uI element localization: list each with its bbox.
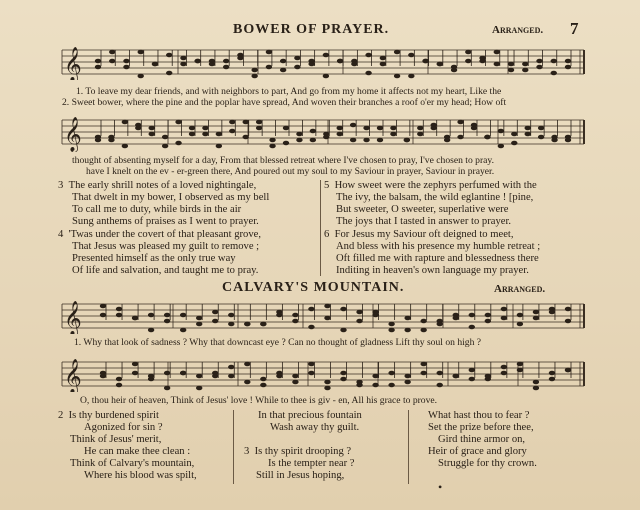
note-head — [377, 138, 383, 143]
note-head — [337, 59, 343, 64]
note-head — [292, 319, 298, 324]
note-head — [388, 322, 394, 327]
note-head — [549, 371, 555, 376]
note-head — [196, 374, 202, 379]
note-head — [533, 386, 539, 391]
note-head — [212, 310, 218, 315]
note-head — [164, 313, 170, 318]
note-head — [337, 132, 343, 137]
note-head — [471, 126, 477, 131]
note-head — [138, 50, 144, 55]
note-head — [223, 65, 229, 70]
note-head — [243, 135, 249, 140]
note-head — [162, 144, 168, 149]
note-head — [194, 59, 200, 64]
note-head — [551, 71, 557, 76]
note-head — [501, 365, 507, 370]
note-head — [164, 386, 170, 391]
note-head — [372, 383, 378, 388]
note-head — [149, 132, 155, 137]
hymn1-verse-5: 5 How sweet were the zephyrs perfumed with the The ivy, the balsam, the wild eglantine ! [pine, But sweeter, O sweeter, superlative were The joys that I tasted in answer to prayer. — [324, 180, 537, 227]
note-head — [538, 126, 544, 131]
note-head — [508, 62, 514, 67]
note-head — [292, 380, 298, 385]
note-head — [100, 304, 106, 309]
hymn2-verse-2-cont: In that precious fountain Wash away thy guilt. — [258, 410, 362, 433]
note-head — [390, 132, 396, 137]
note-head — [212, 371, 218, 376]
note-head — [390, 126, 396, 131]
hymn1-verse-4: 4 'Twas under the covert of that pleasant grove, That Jesus was pleased my guilt to remove ; Presented himself as the only true way Of life and salvation, and taught me to pray. — [58, 229, 261, 276]
note-head — [212, 319, 218, 324]
note-head — [350, 138, 356, 143]
note-head — [116, 307, 122, 312]
note-head — [417, 132, 423, 137]
note-head — [356, 383, 362, 388]
note-head — [323, 74, 329, 79]
note-head — [420, 328, 426, 333]
note-head — [251, 74, 257, 79]
note-head — [132, 316, 138, 321]
note-head — [404, 328, 410, 333]
note-head — [494, 62, 500, 67]
note-head — [100, 313, 106, 318]
note-head — [565, 368, 571, 373]
note-head — [324, 304, 330, 309]
note-head — [209, 59, 215, 64]
note-head — [228, 322, 234, 327]
note-head — [228, 313, 234, 318]
note-head — [266, 50, 272, 55]
note-head — [256, 126, 262, 131]
note-head — [380, 62, 386, 67]
note-head — [453, 374, 459, 379]
note-head — [549, 310, 555, 315]
note-head — [522, 62, 528, 67]
note-head — [485, 319, 491, 324]
note-head — [484, 135, 490, 140]
note-head — [565, 138, 571, 143]
note-head — [308, 362, 314, 367]
note-head — [283, 126, 289, 131]
note-head — [457, 120, 463, 125]
note-head — [324, 380, 330, 385]
note-head — [365, 71, 371, 76]
note-head — [444, 138, 450, 143]
note-head — [451, 68, 457, 73]
note-head — [511, 141, 517, 146]
note-head — [365, 53, 371, 58]
note-head — [180, 56, 186, 61]
note-head — [276, 371, 282, 376]
note-head — [508, 68, 514, 73]
note-head — [340, 307, 346, 312]
note-head — [229, 129, 235, 134]
note-head — [132, 371, 138, 376]
note-head — [244, 362, 250, 367]
hymn1-title: BOWER OF PRAYER. — [233, 22, 390, 37]
note-head — [388, 371, 394, 376]
hymn2-lyrics-2: O, thou heir of heaven, Think of Jesus' love ! While to thee is giv - en, All his grace to prove. — [80, 395, 438, 406]
note-head — [251, 68, 257, 73]
note-head — [420, 319, 426, 324]
hymn1-verse-6: 6 For Jesus my Saviour oft deigned to meet, And bless with his presence my humble retreat ; Oft filled me with rapture and blessedness there Inditing in heaven's own language my prayer. — [324, 229, 541, 276]
note-head — [122, 144, 128, 149]
note-head — [363, 138, 369, 143]
note-head — [148, 328, 154, 333]
note-head — [308, 307, 314, 312]
note-head — [465, 50, 471, 55]
verse-divider — [320, 180, 321, 276]
note-head — [116, 313, 122, 318]
note-head — [404, 380, 410, 385]
note-head — [138, 74, 144, 79]
note-head — [485, 313, 491, 318]
note-head — [180, 328, 186, 333]
note-head — [266, 65, 272, 70]
music-staff-2 — [58, 112, 588, 152]
note-head — [469, 377, 475, 382]
note-head — [132, 362, 138, 367]
note-head — [216, 132, 222, 137]
note-head — [372, 313, 378, 318]
verse-divider — [408, 410, 409, 484]
note-head — [166, 53, 172, 58]
note-head — [498, 144, 504, 149]
hymn2-title: CALVARY'S MOUNTAIN. — [222, 280, 405, 295]
note-head — [152, 62, 158, 67]
note-head — [565, 307, 571, 312]
note-head — [404, 316, 410, 321]
note-head — [296, 138, 302, 143]
note-head — [116, 383, 122, 388]
note-head — [565, 319, 571, 324]
note-head — [377, 126, 383, 131]
note-head — [422, 59, 428, 64]
note-head — [501, 371, 507, 376]
note-head — [310, 138, 316, 143]
note-head — [394, 74, 400, 79]
note-head — [202, 126, 208, 131]
hymn1-lyrics-1: 1. To leave my dear friends, and with neighbors to part, And go from my home it affects not my heart, Like the — [76, 86, 502, 97]
note-head — [479, 56, 485, 61]
note-head — [123, 65, 129, 70]
note-head — [517, 368, 523, 373]
note-head — [276, 313, 282, 318]
note-head — [420, 371, 426, 376]
note-head — [149, 126, 155, 131]
note-head — [536, 59, 542, 64]
note-head — [202, 132, 208, 137]
note-head — [323, 53, 329, 58]
note-head — [308, 325, 314, 330]
note-head — [95, 65, 101, 70]
note-head — [310, 129, 316, 134]
hymn1-lyrics-2: 2. Sweet bower, where the pine and the poplar have spread, And woven their branches a roof o'er my head; How oft — [62, 97, 507, 108]
note-head — [175, 141, 181, 146]
note-head — [109, 59, 115, 64]
note-head — [269, 138, 275, 143]
note-head — [135, 126, 141, 131]
note-head — [372, 374, 378, 379]
hymn1-lyrics-4: have I knelt on the ev - er-green there, And poured out my soul to my Saviour in prayer, Saviour in prayer. — [86, 166, 495, 177]
note-head — [260, 383, 266, 388]
music-staff-3 — [58, 298, 588, 334]
hymn2-verse-3: 3 Is thy spirit drooping ? Is the tempter near ? Still in Jesus hoping, — [244, 446, 355, 481]
note-head — [244, 322, 250, 327]
note-head — [501, 316, 507, 321]
note-head — [351, 62, 357, 67]
note-head — [501, 307, 507, 312]
note-head — [394, 50, 400, 55]
note-head — [517, 322, 523, 327]
note-head — [180, 62, 186, 67]
note-head — [388, 328, 394, 333]
note-head — [162, 135, 168, 140]
note-head — [408, 53, 414, 58]
note-head — [340, 377, 346, 382]
note-head — [294, 65, 300, 70]
note-head — [340, 328, 346, 333]
note-head — [388, 383, 394, 388]
note-head — [280, 59, 286, 64]
hymn1-verse-3: 3 The early shrill notes of a loved nightingale, That dwelt in my bower, I observed as my bell To call me to duty, while birds in the air Sung anthems of praises as I went to prayer. — [58, 180, 270, 227]
note-head — [196, 316, 202, 321]
page-number: 7 — [570, 19, 579, 38]
note-head — [340, 371, 346, 376]
note-head — [292, 374, 298, 379]
note-head — [308, 59, 314, 64]
note-head — [350, 123, 356, 128]
note-head — [525, 132, 531, 137]
note-head — [494, 50, 500, 55]
note-head — [517, 313, 523, 318]
note-head — [294, 56, 300, 61]
note-head — [229, 120, 235, 125]
note-head — [260, 322, 266, 327]
note-head — [243, 120, 249, 125]
note-head — [324, 386, 330, 391]
hymn1-lyrics-3: thought of absenting myself for a day, From that blessed retreat where I've chosen to pray, I've chosen to pray. — [72, 155, 494, 166]
note-head — [244, 380, 250, 385]
hymn2-lyrics-1: 1. Why that look of sadness ? Why that downcast eye ? Can no thought of gladness Lift thy soul on high ? — [74, 337, 482, 348]
music-staff-1 — [58, 44, 588, 80]
note-head — [123, 59, 129, 64]
note-head — [180, 371, 186, 376]
note-head — [180, 313, 186, 318]
note-head — [437, 319, 443, 324]
note-head — [511, 132, 517, 137]
note-head — [337, 126, 343, 131]
note-head — [237, 56, 243, 61]
note-head — [469, 313, 475, 318]
note-head — [538, 135, 544, 140]
note-head — [280, 68, 286, 73]
note-head — [525, 126, 531, 131]
note-head — [533, 380, 539, 385]
note-head — [228, 374, 234, 379]
note-head — [148, 374, 154, 379]
note-head — [533, 316, 539, 321]
note-head — [269, 144, 275, 149]
treble-clef-icon: 𝄞 — [64, 360, 82, 392]
note-head — [175, 120, 181, 125]
hymn2-verse-2: 2 Is thy burdened spirit Agonized for sin ? Think of Jesus' merit, He can make thee clean : Think of Calvary's mountain, Where his blood was spilt, — [58, 410, 197, 481]
note-head — [565, 59, 571, 64]
note-head — [323, 135, 329, 140]
note-head — [404, 138, 410, 143]
note-head — [522, 68, 528, 73]
note-head — [356, 319, 362, 324]
note-head — [408, 74, 414, 79]
note-head — [164, 319, 170, 324]
note-head — [536, 65, 542, 70]
note-head — [256, 120, 262, 125]
note-head — [380, 56, 386, 61]
note-head — [189, 126, 195, 131]
verse-divider — [233, 410, 234, 484]
note-head — [565, 65, 571, 70]
note-head — [95, 138, 101, 143]
note-head — [95, 59, 101, 64]
note-head — [122, 120, 128, 125]
note-head — [469, 325, 475, 330]
note-head — [465, 59, 471, 64]
note-head — [189, 132, 195, 137]
note-head — [356, 310, 362, 315]
ink-mark: • — [438, 480, 443, 494]
note-head — [108, 135, 114, 140]
hymn1-arranged: Arranged. — [492, 24, 544, 36]
note-head — [324, 316, 330, 321]
note-head — [196, 386, 202, 391]
note-head — [196, 322, 202, 327]
note-head — [485, 374, 491, 379]
hymn2-verse-3-cont: What hast thou to fear ? Set the prize before thee, Gird thine armor on, Heir of grace and glory Struggle for thy crown. — [428, 410, 537, 469]
note-head — [164, 371, 170, 376]
note-head — [308, 371, 314, 376]
note-head — [223, 59, 229, 64]
note-head — [517, 362, 523, 367]
note-head — [292, 313, 298, 318]
note-head — [363, 126, 369, 131]
note-head — [498, 129, 504, 134]
note-head — [431, 126, 437, 131]
treble-clef-icon: 𝄞 — [64, 48, 82, 80]
note-head — [296, 132, 302, 137]
note-head — [420, 362, 426, 367]
note-head — [260, 377, 266, 382]
note-head — [404, 374, 410, 379]
note-head — [228, 365, 234, 370]
note-head — [437, 383, 443, 388]
note-head — [469, 368, 475, 373]
note-head — [417, 126, 423, 131]
hymn2-arranged: Arranged. — [494, 283, 546, 295]
note-head — [551, 135, 557, 140]
treble-clef-icon: 𝄞 — [64, 118, 82, 151]
note-head — [437, 371, 443, 376]
note-head — [100, 374, 106, 379]
note-head — [166, 71, 172, 76]
note-head — [457, 135, 463, 140]
note-head — [148, 313, 154, 318]
note-head — [453, 316, 459, 321]
note-head — [116, 377, 122, 382]
note-head — [283, 141, 289, 146]
treble-clef-icon: 𝄞 — [64, 302, 82, 334]
note-head — [549, 377, 555, 382]
note-head — [551, 59, 557, 64]
music-staff-4 — [58, 356, 588, 392]
note-head — [216, 144, 222, 149]
note-head — [437, 62, 443, 67]
note-head — [109, 50, 115, 55]
note-head — [533, 310, 539, 315]
